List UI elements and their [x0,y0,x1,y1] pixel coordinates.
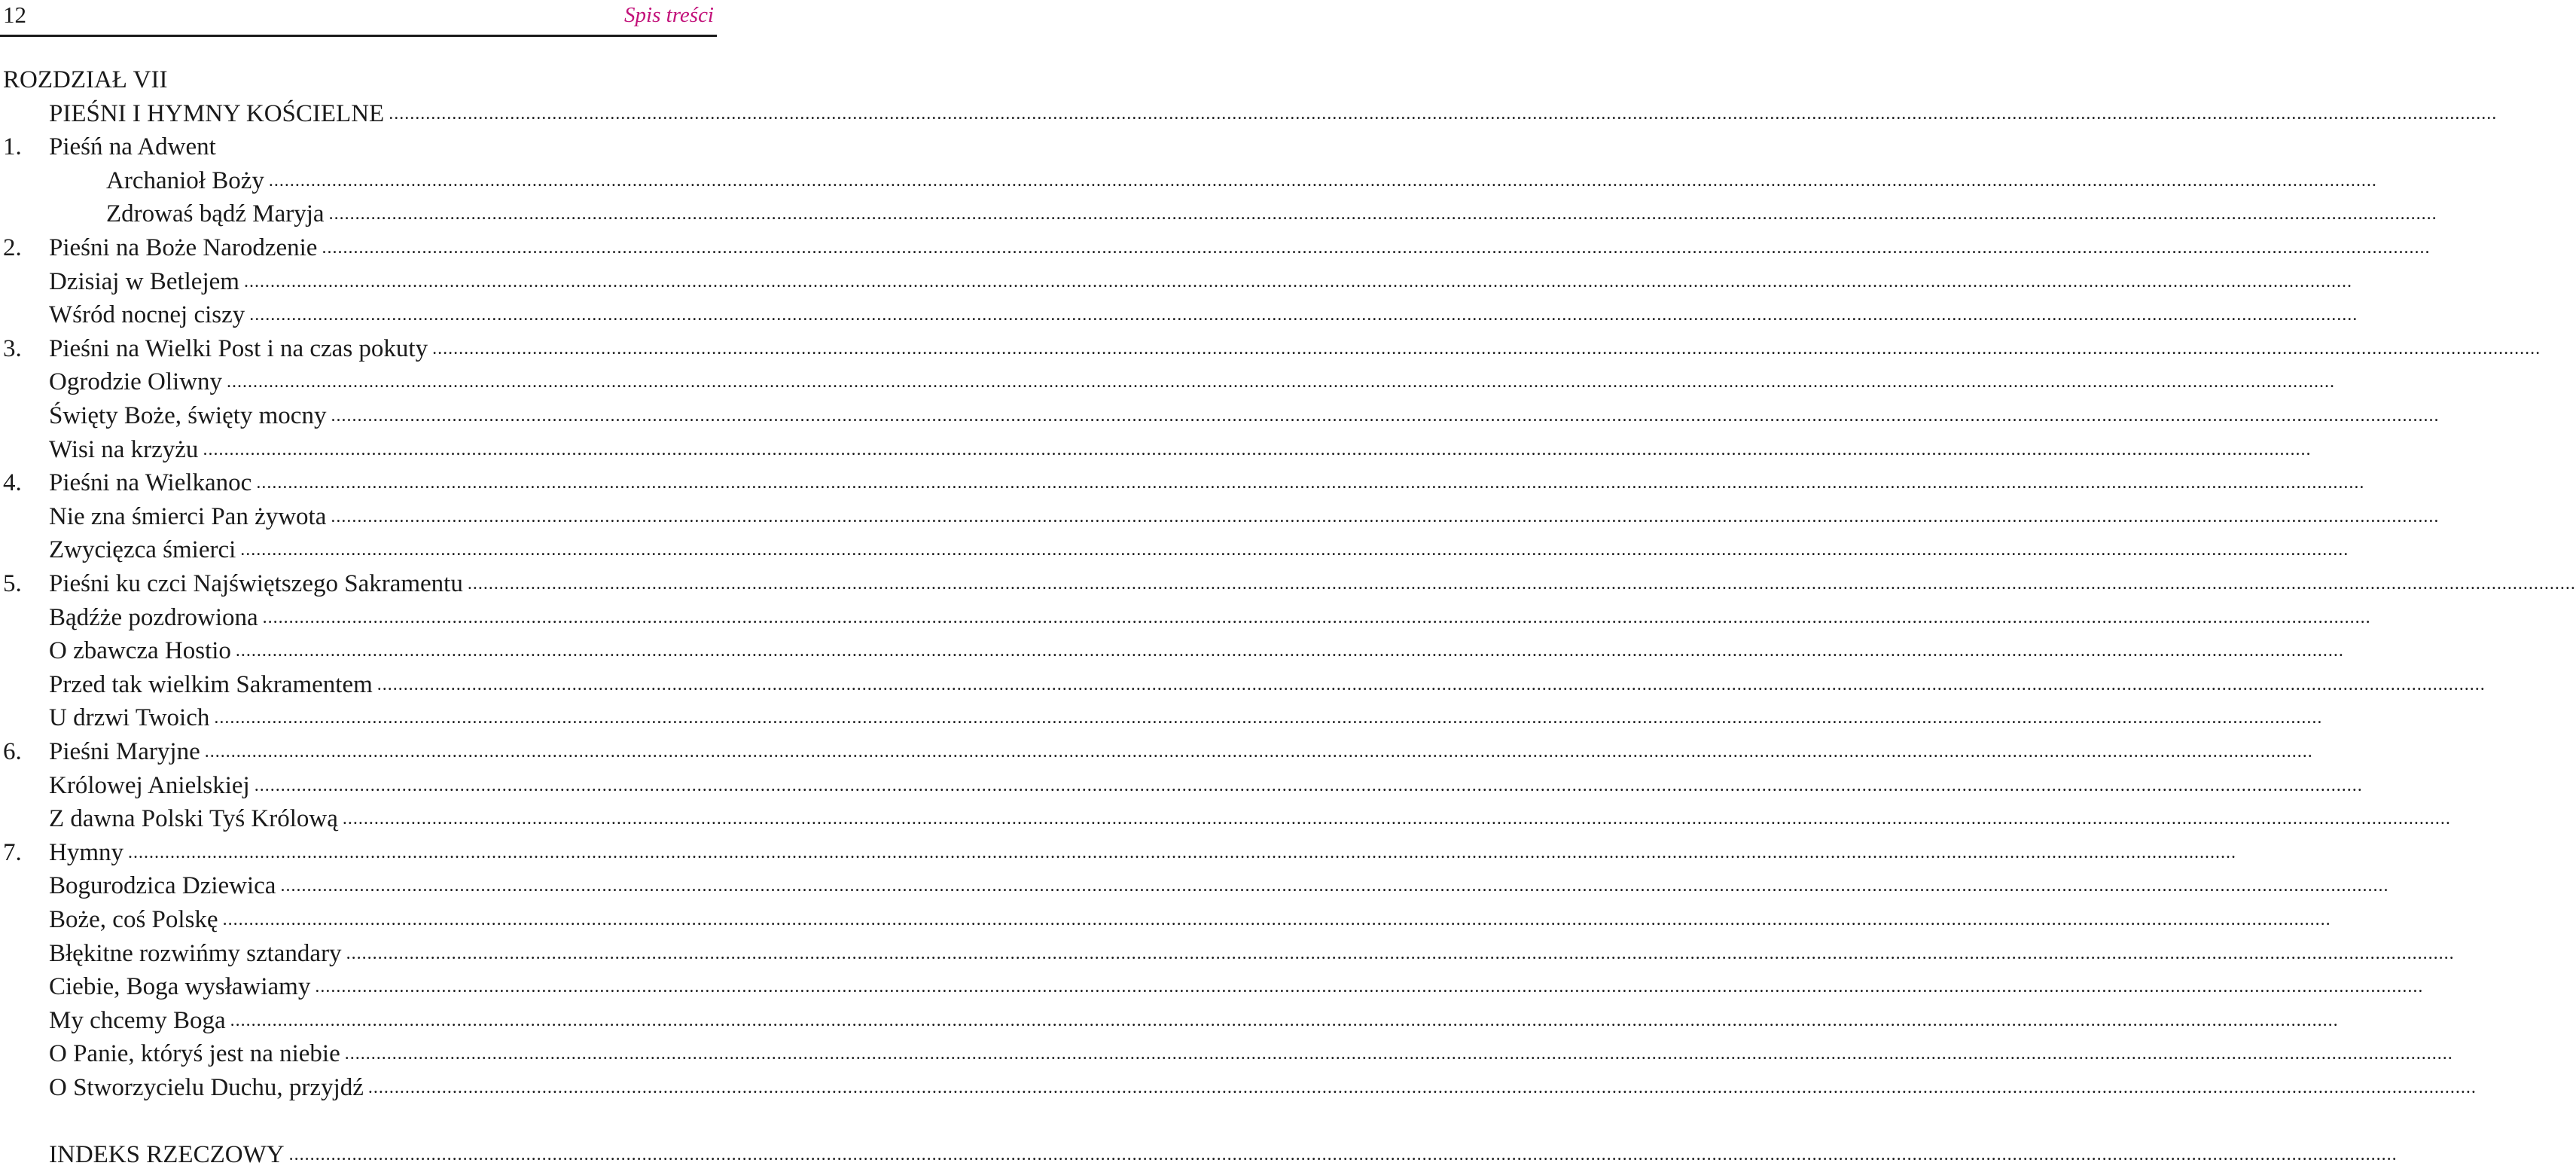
toc-row [0,735,2313,769]
toc-entry [49,231,2431,265]
toc-entry [49,970,2424,1004]
entry-title: Dzisiaj w Betlejem [49,267,239,295]
dot-leader: ................................................................................................................................................................................................................................................................................................................................................................................................................ [203,439,2312,459]
dot-leader: ................................................................................................................................................................................................................................................................................................................................................................................................................ [389,103,2498,124]
toc-row [0,903,2331,937]
index-row [0,1138,2398,1172]
dot-leader: ................................................................................................................................................................................................................................................................................................................................................................................................................ [346,943,2455,963]
toc-entry [49,97,2498,131]
dot-leader: ................................................................................................................................................................................................................................................................................................................................................................................................................ [128,842,2236,862]
toc-entry [49,399,2440,433]
toc-entry [106,197,2437,231]
dot-leader: ................................................................................................................................................................................................................................................................................................................................................................................................................ [268,170,2377,191]
entry-title: Wisi na krzyżu [49,435,199,463]
entry-number: 3. [3,334,22,362]
entry-number: 4. [3,469,22,497]
toc-row [0,399,2440,433]
entry-title: INDEKS RZECZOWY [49,1141,285,1169]
entry-title: Hymny [49,838,123,866]
entry-title: My chcemy Boga [49,1006,226,1034]
toc-entry [49,298,2358,332]
dot-leader: ................................................................................................................................................................................................................................................................................................................................................................................................................ [262,607,2371,627]
toc-row [0,601,2371,635]
dot-leader: ................................................................................................................................................................................................................................................................................................................................................................................................................ [230,1010,2339,1030]
toc-row [0,769,2363,803]
dot-leader: ................................................................................................................................................................................................................................................................................................................................................................................................................ [322,238,2431,258]
entry-title: O Panie, któryś jest na niebie [49,1040,340,1068]
toc-row [0,1071,2477,1105]
toc-entry [49,869,2389,903]
dot-leader: ................................................................................................................................................................................................................................................................................................................................................................................................................ [315,977,2424,997]
toc-row [0,231,2431,265]
dot-leader: ................................................................................................................................................................................................................................................................................................................................................................................................................ [227,372,2336,392]
dot-leader: ................................................................................................................................................................................................................................................................................................................................................................................................................ [240,540,2349,560]
dot-leader: ................................................................................................................................................................................................................................................................................................................................................................................................................ [222,910,2331,929]
dot-leader: ................................................................................................................................................................................................................................................................................................................................................................................................................ [342,809,2451,829]
toc-row [0,298,2358,332]
dot-leader: ................................................................................................................................................................................................................................................................................................................................................................................................................ [331,506,2440,526]
dot-leader: ................................................................................................................................................................................................................................................................................................................................................................................................................ [467,574,2576,594]
toc-entry [49,601,2371,635]
entry-title: Bądźże pozdrowiona [49,603,258,631]
entry-title: Boże, coś Polskę [49,906,218,933]
toc-entry [49,433,2312,467]
chapter-label: ROZDZIAŁ VII [3,66,168,93]
entry-title: Archanioł Boży [106,166,264,194]
entry-title: O Stworzycielu Duchu, przyjdź [49,1074,364,1101]
dot-leader: ................................................................................................................................................................................................................................................................................................................................................................................................................ [432,338,2541,359]
running-section-title: Spis treści [624,3,714,27]
dot-leader: ................................................................................................................................................................................................................................................................................................................................................................................................................ [204,742,2313,761]
dot-leader: ................................................................................................................................................................................................................................................................................................................................................................................................................ [243,271,2352,291]
toc-entry [49,1138,2398,1172]
dot-leader: ................................................................................................................................................................................................................................................................................................................................................................................................................ [254,775,2363,795]
toc-row [0,332,2541,366]
entry-title: Pieśni na Wielki Post i na czas pokuty [49,334,428,362]
dot-leader: ................................................................................................................................................................................................................................................................................................................................................................................................................ [367,1078,2477,1097]
toc-entry [49,903,2331,937]
entry-title: Pieśni na Wielkanoc [49,469,252,497]
toc-row [0,533,2349,567]
toc-row [0,567,2576,601]
dot-leader: ................................................................................................................................................................................................................................................................................................................................................................................................................ [376,674,2486,694]
entry-title: Pieśni ku czci Najświętszego Sakramentu [49,570,463,597]
entry-title: Bogurodzica Dziewica [49,872,276,900]
entry-title: Z dawna Polski Tyś Królową [49,805,338,833]
entry-title: U drzwi Twoich [49,704,210,732]
toc-entry [49,265,2352,299]
toc-row [0,197,2437,231]
entry-number: 2. [3,234,22,261]
toc-entry [49,567,2576,601]
toc-row [0,1037,2453,1071]
entry-title: O zbawcza Hostio [49,637,231,665]
entry-title: Zwycięzca śmierci [49,536,236,564]
toc-entry [49,466,2365,500]
toc-entry [49,937,2455,971]
entry-title: Królowej Anielskiej [49,771,250,799]
toc-entry [49,769,2363,803]
toc-entry [49,836,2236,870]
toc-row [0,937,2455,971]
toc-row [0,1004,2339,1038]
entry-title: Święty Boże, święty mocny [49,402,327,429]
dot-leader: ................................................................................................................................................................................................................................................................................................................................................................................................................ [235,641,2344,661]
toc-entry [49,668,2486,702]
entry-title: Pieśń na Adwent [49,133,216,161]
entry-title: Przed tak wielkim Sakramentem [49,670,373,698]
entry-title: Pieśni Maryjne [49,738,200,765]
toc-entry [49,332,2541,366]
entry-number: 5. [3,570,22,597]
toc-entry [49,533,2349,567]
toc-row [0,365,2336,399]
entry-title: Ogrodzie Oliwny [49,368,223,396]
entry-title: Wśród nocnej ciszy [49,301,245,329]
toc-entry [49,701,2323,735]
dot-leader: ................................................................................................................................................................................................................................................................................................................................................................................................................ [280,876,2389,896]
entry-number: 7. [3,838,22,866]
entry-number: 1. [3,133,22,161]
dot-leader: ................................................................................................................................................................................................................................................................................................................................................................................................................ [256,473,2365,493]
entry-number: 6. [3,738,22,765]
toc-row [0,634,2344,668]
entry-title: Nie zna śmierci Pan żywota [49,502,327,530]
dot-leader: ................................................................................................................................................................................................................................................................................................................................................................................................................ [344,1044,2453,1064]
toc-row [0,668,2486,702]
toc-row [0,265,2352,299]
toc-entry [49,802,2451,836]
toc-entry [106,164,2377,198]
toc-row [0,130,723,164]
toc-entry [49,634,2344,668]
entry-title: Błękitne rozwińmy sztandary [49,939,342,967]
toc-row [0,466,2365,500]
toc-entry [49,365,2336,399]
toc-row [0,701,2323,735]
toc-row [0,836,2236,870]
page-number: 12 [3,2,26,28]
toc-entry [49,1004,2339,1038]
entry-title: Pieśni na Boże Narodzenie [49,234,318,261]
dot-leader: ................................................................................................................................................................................................................................................................................................................................................................................................................ [214,708,2323,728]
toc-row [0,164,2377,198]
dot-leader: ................................................................................................................................................................................................................................................................................................................................................................................................................ [328,204,2437,224]
toc-row [0,802,2451,836]
page-header [0,0,717,37]
toc-row [0,970,2424,1004]
dot-leader: ................................................................................................................................................................................................................................................................................................................................................................................................................ [331,406,2440,426]
entry-title: PIEŚNI I HYMNY KOŚCIELNE [49,99,385,127]
toc-entry [49,735,2313,769]
toc-row [0,433,2312,467]
entry-title: Zdrowaś bądź Maryja [106,200,325,228]
toc-row [0,500,2440,534]
dot-leader: ................................................................................................................................................................................................................................................................................................................................................................................................................ [249,305,2358,325]
entry-title: Ciebie, Boga wysławiamy [49,973,311,1001]
chapter-title-row [0,97,2498,131]
toc-entry [49,1071,2477,1105]
toc-entry [49,130,675,164]
toc-entry [49,500,2440,534]
toc-entry [49,1037,2453,1071]
dot-leader: ................................................................................................................................................................................................................................................................................................................................................................................................................ [288,1145,2398,1165]
toc-row [0,869,2389,903]
